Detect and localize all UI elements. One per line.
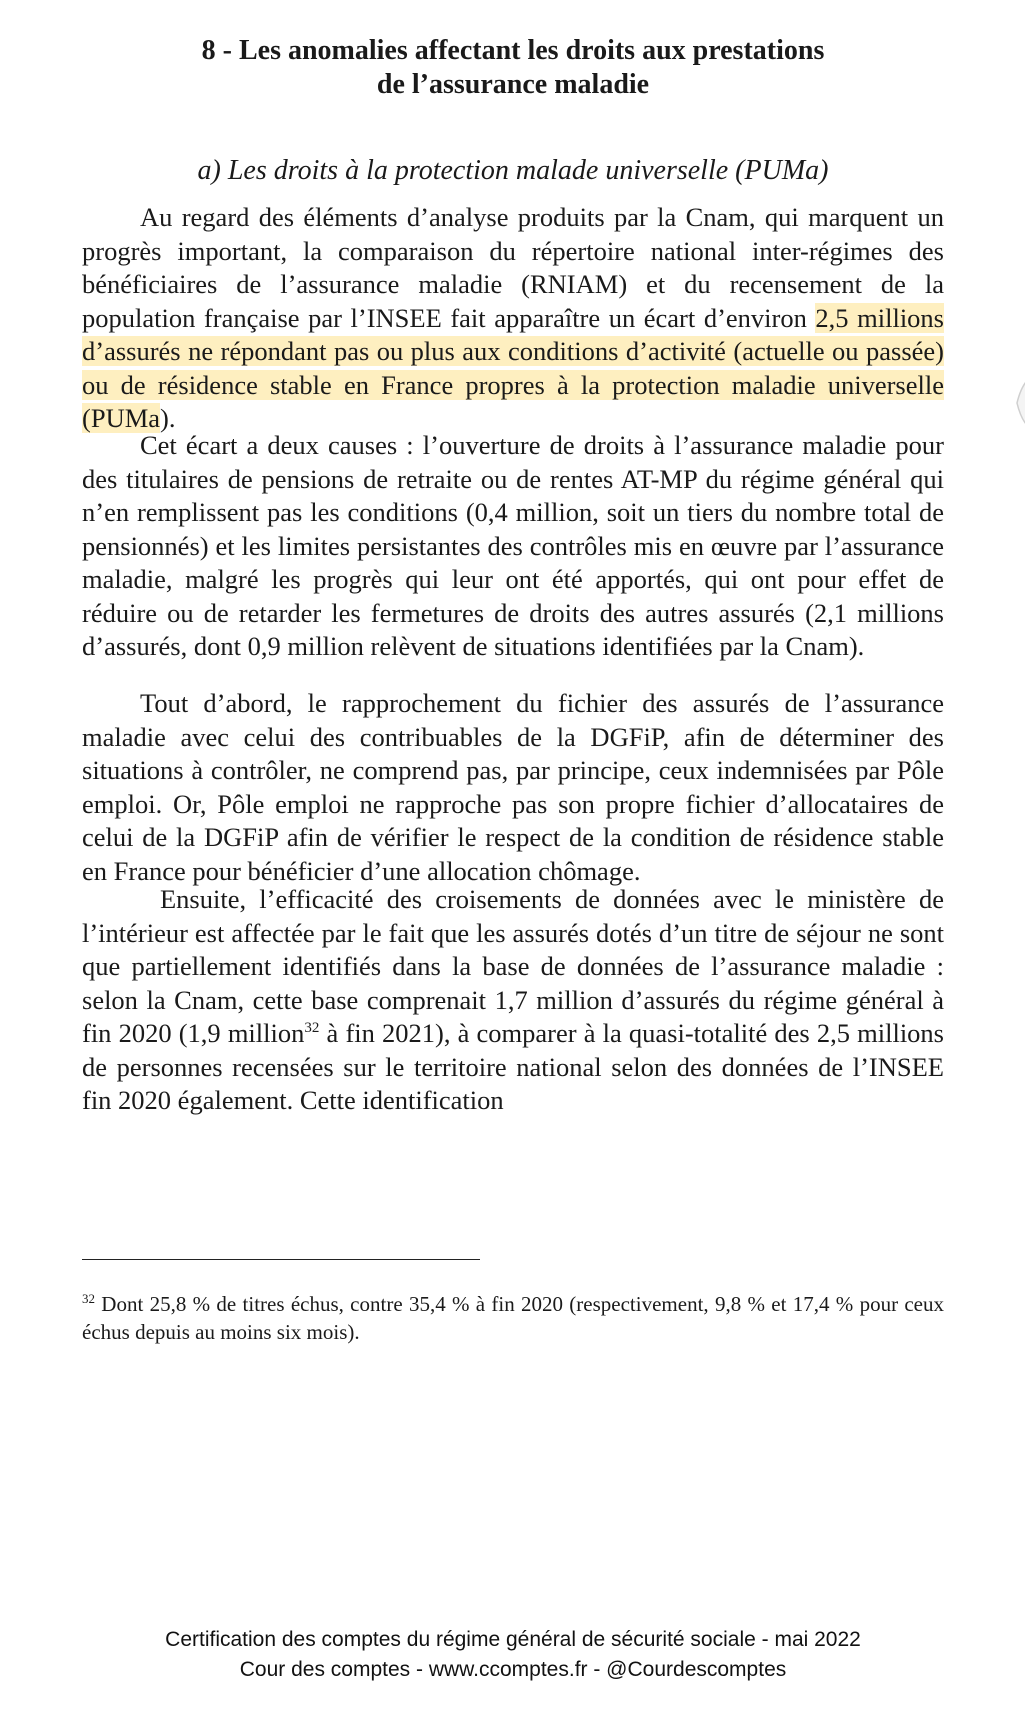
- section-heading: [82, 34, 944, 102]
- footnote-reference[interactable]: 32: [304, 1020, 320, 1037]
- paragraph-4: [82, 883, 944, 1118]
- paragraph-2: Cet écart a deux causes : l’ouverture de droits à l’assurance maladie pour des titulaires de pensions de retraite ou de rentes AT-MP du régime général qui n’en remplissent pas les conditions (0,4 million, soit un tiers du nombre total de pensionnés) et les limites persistantes des contrôles mis en œuvre par l’assurance maladie, malgré les progrès qui leur ont été apportés, qui ont pour effet de réduire ou de retarder les fermetures de droits des autres assurés (2,1 millions d’assurés, dont 0,9 million relèvent de situations identifiées par la Cnam).: [82, 430, 944, 661]
- highlighted-passage: 2,5 millions d’assurés ne répondant pas ou plus aux conditions d’activité (actuelle ou passée) ou de résidence stable en France propres à la protection maladie universelle (PUMa: [82, 302, 944, 433]
- page-footer: [82, 1625, 944, 1685]
- footnote-separator: [82, 1259, 480, 1260]
- paragraph-1-end: ).: [160, 403, 176, 433]
- subsection-heading: a) Les droits à la protection malade universelle (PUMa): [197, 155, 829, 186]
- section-heading-line-1: 8 - Les anomalies affectant les droits aux prestations: [201, 35, 825, 66]
- footnote-text: Dont 25,8 % de titres échus, contre 35,4 % à fin 2020 (respectivement, 9,8 % et 17,4 % pour ceux échus depuis au moins six mois).: [82, 1292, 944, 1344]
- paragraph-1: [82, 201, 944, 436]
- footer-line-2: Cour des comptes - www.ccomptes.fr - @Courdescomptes: [239, 1658, 787, 1681]
- paragraph-4-end: à fin 2021), à comparer à la quasi-totalité des 2,5 millions de personnes recensées sur le territoire national selon des données de l’INSEE fin 2020 également. Cette identification: [82, 1018, 944, 1115]
- footer-line-1: Certification des comptes du régime général de sécurité sociale - mai 2022: [165, 1628, 861, 1651]
- paragraph-4-text: Ensuite, l’efficacité des croisements de données avec le ministère de l’intérieur est affectée par le fait que les assurés dotés d’un titre de séjour ne sont que partiellement identifiés dans la base de données de l’assurance maladie : selon la Cnam, cette base comprenait 1,7 million d’assurés du régime général à fin 2020 (1,9 million: [82, 884, 944, 1048]
- paragraph-3: Tout d’abord, le rapprochement du fichier des assurés de l’assurance maladie avec celui des contribuables de la DGFiP, afin de déterminer des situations à contrôler, ne comprend pas, par principe, ceux indemnisées par Pôle emploi. Or, Pôle emploi ne rapproche pas son propre fichier d’allocataires de celui de la DGFiP afin de vérifier le respect de la condition de résidence stable en France pour bénéficier d’une allocation chômage.: [82, 688, 944, 886]
- chevron-left-icon[interactable]: [1013, 372, 1025, 434]
- section-heading-line-2: de l’assurance maladie: [376, 69, 650, 100]
- footnote-number: 32: [82, 1291, 95, 1306]
- footnote: [82, 1290, 944, 1346]
- paragraph-1-text: Au regard des éléments d’analyse produits par la Cnam, qui marquent un progrès important, la comparaison du répertoire national inter-régimes des bénéficiaires de l’assurance maladie (RNIAM) et du recensement de la population française par l’INSEE fait apparaître un écart d’environ: [82, 202, 944, 333]
